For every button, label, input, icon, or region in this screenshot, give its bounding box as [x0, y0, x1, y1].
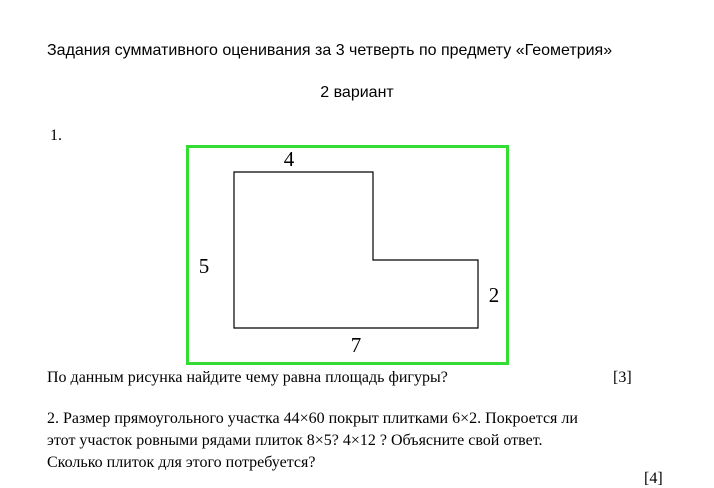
- task2-score: [4]: [644, 470, 663, 487]
- task2-line: этот участок ровными рядами плиток 8×5? 4×12 ? Объясните свой ответ.: [47, 432, 543, 449]
- task1-question: По данным рисунка найдите чему равна площадь фигуры?: [47, 369, 448, 386]
- dim-top-label: 4: [283, 147, 295, 171]
- variant-label: 2 вариант: [320, 84, 394, 101]
- l-shape-outline: [234, 172, 478, 328]
- task2-line: Сколько плиток для этого потребуется?: [47, 454, 316, 471]
- task2-text: [47, 408, 578, 474]
- task2-line: 2. Размер прямоугольного участка 44×60 покрыт плитками 6×2. Покроется ли: [47, 410, 578, 427]
- task1-number: 1.: [50, 127, 62, 144]
- dim-bottom-label: 7: [350, 333, 362, 357]
- dim-right-label: 2: [488, 283, 500, 307]
- document-title: Задания суммативного оценивания за 3 четверть по предмету «Геометрия»: [47, 42, 613, 59]
- dim-left-label: 5: [198, 254, 210, 278]
- task1-score: [3]: [613, 369, 632, 386]
